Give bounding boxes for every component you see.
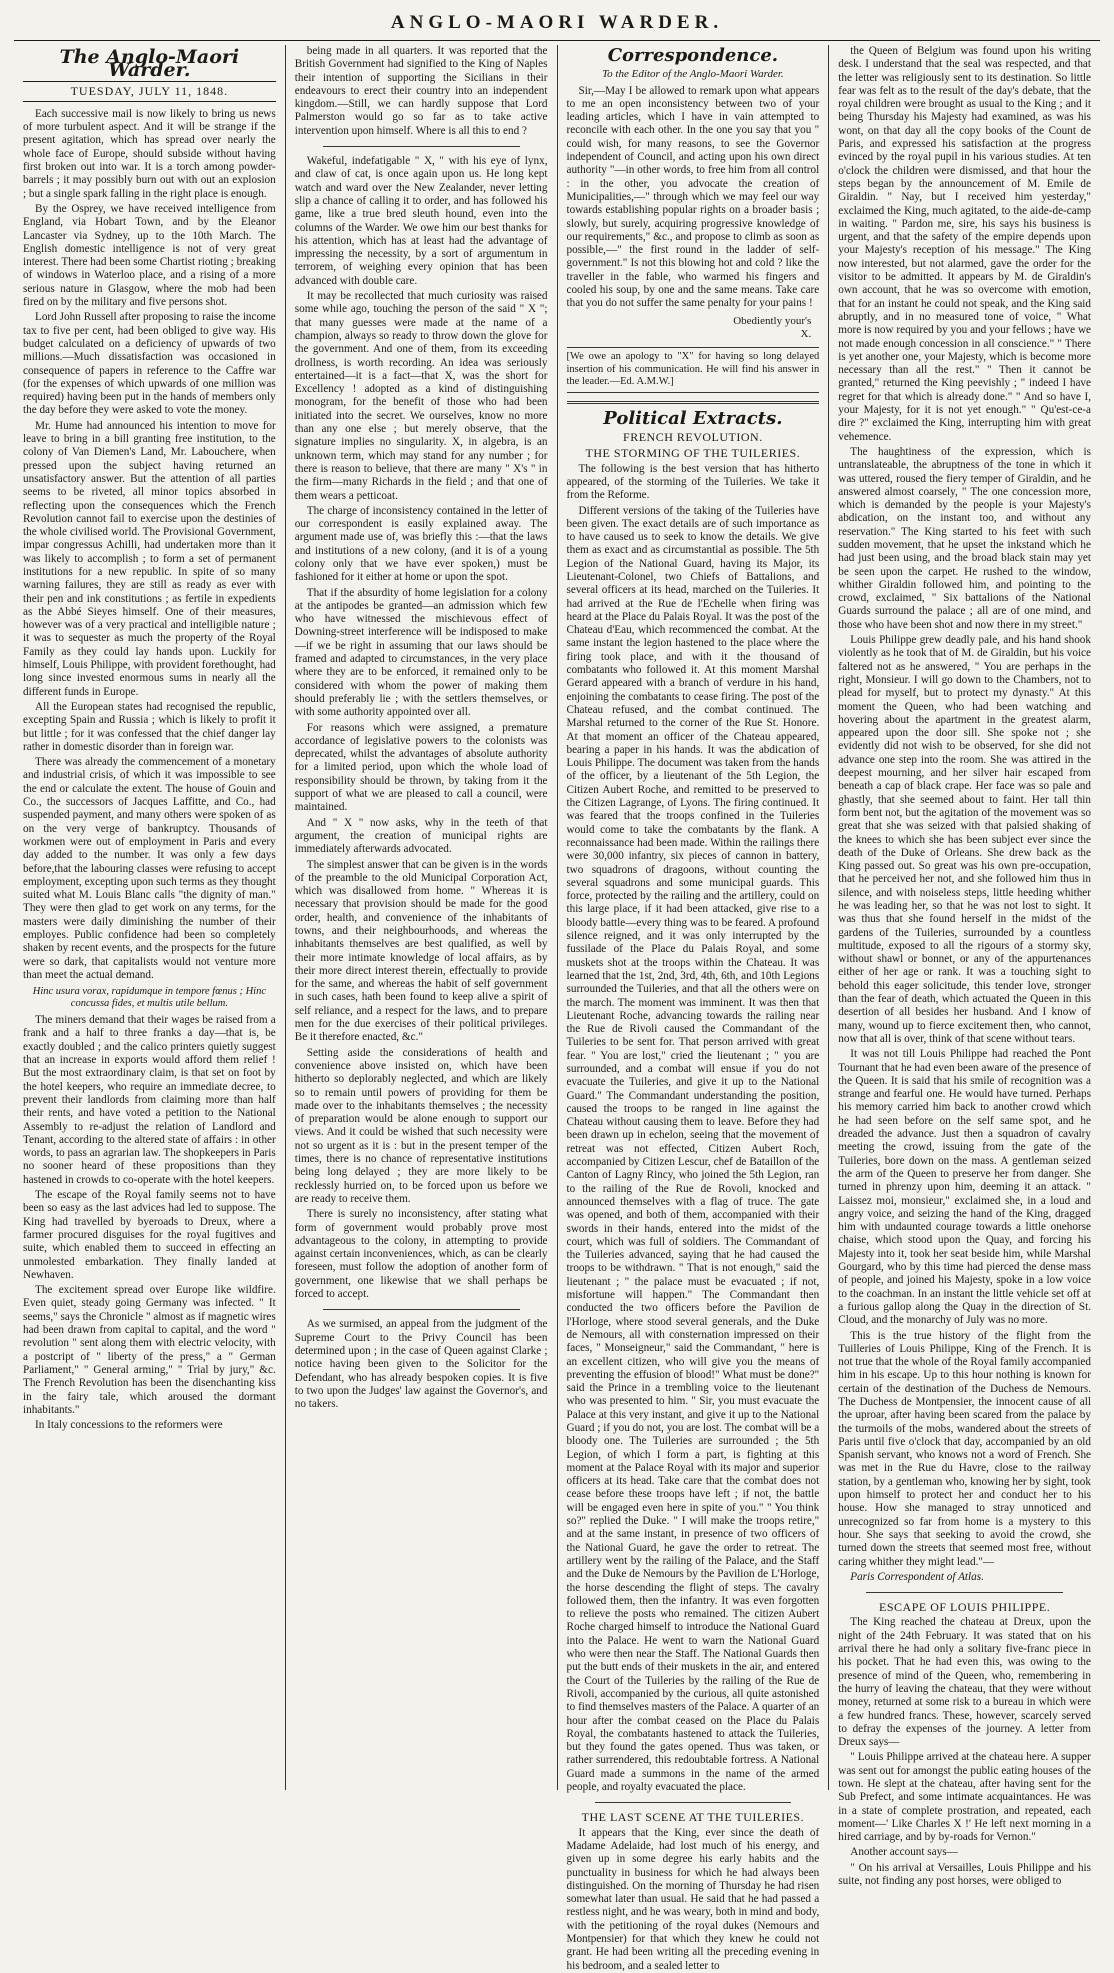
paragraph: It may be recollected that much curiosity was raised some while ago, touching the person of the said " X "; that many guesses were made at the name of a champion, always so ready to throw down the glove for the government. And one of them, from its exceeding drollness, is worth recording. An idea was seriously entertained—it is a fact—that X, was the short for Excellency ! adopted as a kind of distinguishing monogram, for the benefit of those who had been initiated into the secret. We ourselves, know no more than any one else ; but merely observe, that the signature implies no singularity. X, in algebra, is an unknown term, which may stand for any number ; for there is reason to believe, that there are many " X's " in the firm—many Richards in the field ; and that one of them wears a petticoat. [294, 290, 548, 502]
paragraph: There is surely no inconsistency, after stating what form of government would probably prove most advantageous to the colony, in attempting to provide against certain inconveniences, which, as can be clearly foreseen, must follow the adoption of another form of government, one likewise that we shall perhaps be forced to accept. [294, 1208, 548, 1301]
paragraph: The haughtiness of the expression, which is untranslateable, the abruptness of the tone in which it was uttered, roused the fiery temper of Giraldin, and he answered almost coarsely, " The one concession more, which is demanded by the people is your Majesty's abdication, on the instant too, and without any reservation." The King started to his feet with such sudden movement, that he upset the inkstand which he had just been using, and the broad black stain may yet be seen upon the carpet. He rushed to the window, whither Giraldin followed him, and pointing to the crowd, exclaimed, " Six battalions of the National Guards surround the palace ; all are of one mind, and those who have been shot and now there in my street." [838, 445, 1091, 631]
paragraph: Lord John Russell after proposing to raise the income tax to five per cent, had been obliged to give way. His budget calculated on a deficiency of upwards of two millions.—Much dissatisfaction was occasioned in consequence of papers in reference to the Caffre war (for the expenses of which upwards of one million was required) having been put in the hands of members only the day before they were asked to vote the money. [23, 311, 276, 417]
paragraph: It was not till Louis Philippe had reached the Pont Tournant that he had even been aware of the presence of the Queen. It is said that his smile of recognition was a strange and fearful one. He would have turned. Perhaps his memory carried him back to another crowd which he had seen before on the self same spot, and he dreaded the advance. Just then a squadron of cavalry meeting the crowd, issuing from the gate of the Tuileries, bore down on the mass. A gentleman seized the arm of the Queen to preserve her from danger. She turned in phrenzy upon him, deeming it an attack. " Laissez moi, monsieur," exclaimed she, in a loud and angry voice, and seizing the hand of the King, dragged him with undaunted courage towards a little onehorse chaise, which stood upon the Quay, and forcing his Majesty into it, took her seat beside him, while Marshal Gourgard, who by this time had pierced the dense mass of people, and joined his Majesty, spoke in a low voice to the coachman. In an instant the little vehicle set off at a furious gallop along the Quay in the direction of St. Cloud, and the monarchy of July was no more. [838, 1048, 1091, 1327]
paragraph: For reasons which were assigned, a premature accordance of legislative powers to the colonists was deprecated, whilst the advantages of absolute authority for a limited period, upon which the whole load of responsibility should be thrown, by taking from it the support of what we are pleased to call a council, were maintained. [294, 721, 548, 814]
paragraph: That if the absurdity of home legislation for a colony at the antipodes be granted—an admission which few who have witnessed the mischievous effect of Downing-street interference will be indisposed to make—if we be right in assuming that our laws should be framed and adapted to circumstances, in the very place where they are to be enforced, it remained only to be considered with whom the power of making them should preferably lie ; with the settlers themselves, or with some authority appointed over all. [294, 586, 548, 719]
paper-title: The Anglo-Maori Warder. [59, 46, 240, 82]
letter-body: Sir,—May I be allowed to remark upon what appears to me an open inconsistency between two of your leading articles, which I have in vain attempted to reconcile with each other. In the one you say that you " could wish, for many reasons, to see the Governor independent of Council, and acting upon his own direct authority "—in other words, to free him from all control : in the other, you advocate the creation of Municipalities,—" through which we may feel our way towards establishing popular rights on a broader basis ; slowly, but surely, acquiring progressive knowledge of our requirements," &c., and propose to climb as soon as possible,—" the first round in the ladder of self-government." Is not this blowing hot and cold ? like the traveller in the fable, who warmed his fingers and cooled his soup, by one and the same means. Take care that you do not suffer the same penalty for your pains ! [566, 84, 820, 310]
paragraph: Mr. Hume had announced his intention to move for leave to bring in a bill granting free institution, to the colony of Van Diemen's Land, Mr. Labouchere, when pressed upon the subject having returned an unsatisfactory answer. But the attention of all parties seems to be riveted, all minor topics absorbed in reflecting upon the consequences which the French Revolution cannot fail to exercise upon the destinies of the whole civilised world. The Provisional Government, impar congressus Achilli, had undertaken more than it was likely to accomplish ; to form a set of permanent institutions for a new republic. In spite of so many warning failures, they are still as ready as ever with their pen and ink constitutions ; as fertile in expedients as the Abbé Sieyes himself. One of their measures, however was of a very practical and intelligible nature ; it was to sequester as much the property of the Royal Family as they could lay hands upon. Luckily for himself, Louis Philippe, with provident forethought, had long since invested enormous sums in nearly all the different funds in Europe. [23, 419, 276, 698]
column-3 [557, 45, 829, 1972]
byline: Paris Correspondent of Atlas. [850, 1570, 984, 1583]
paragraph: The excitement spread over Europe like wildfire. Even quiet, steady going Germany was infected. " It seems," says the Chronicle " almost as if magnetic wires had been drawn from capital to capital, and the word " revolution " sent along them with electric velocity, with a postcript of " liberty of the press," a " German Parliament," " General arming," " Trial by jury," &c. The French Revolution has been the disenchanting kiss in the fairy tale, which aroused the dormant inhabitants." [23, 1284, 276, 1416]
paragraph: Wakeful, indefatigable " X, " with his eye of lynx, and claw of cat, is once again upon us. He long kept watch and ward over the New Zealander, never letting slip a chance of calling it to order, and has followed his game, like a true bred sleuth hound, even into the columns of the Warder. We owe him our best thanks for his attention, which has at least had the advantage of impressing the necessity, by a sort of argumentum in terrorem, of weighing every opinion that has been advanced with double care. [294, 155, 548, 287]
correspondence-heading: Correspondence. [607, 45, 779, 66]
editor-note: [We owe an apology to "X" for having so long delayed insertion of his communication. He will find his answer in the leader.—Ed. A.M.W.] [567, 347, 820, 393]
paragraph: As we surmised, an appeal from the judgment of the Supreme Court to the Privy Council has been determined upon ; in the case of Queen against Clarke ; notice having been given to the Solicitor for the Defendant, who has already bespoken copies. It is five to two upon the Judges' law against the Governor's, and no takers. [294, 1318, 548, 1411]
paragraph: All the European states had recognised the republic, excepting Spain and Russia ; which is likely to profit it but little ; for it was confessed that the chief danger lay rather in domestic disorder than in foreign war. [23, 700, 276, 753]
latin-quote: Hinc usura vorax, rapidumque in tempore fœnus ; Hinc concussa fides, et multis utile bellum. [32, 986, 266, 1010]
paragraph: The simplest answer that can be given is in the words of the preamble to the old Municipal Corporation Act, which was disallowed from home. " Whereas it is necessary that provision should be made for the good order, health, and convenience of the inhabitants of towns, and their neighbourhoods, and whereas the inhabitants themselves are best qualified, as well by their more intimate knowledge of local affairs, as by their more direct interest therein, effectually to provide for the same, and whereas the habit of self government in such cases, hath been found to keep alive a spirit of self reliance, and a respect for the laws, and to prepare men for the due exercises of their political privileges. Be it therefore enacted, &c." [294, 858, 548, 1044]
paragraph: In Italy concessions to the reformers were [35, 1419, 223, 1432]
paragraph: being made in all quarters. It was reported that the British Government had signified to the King of Naples their intention of supporting the Sicilians in their endeavours to erect their country into an independent kingdom.—Still, we can hardly suppose that Lord Palmerston would go so far as to take active intervention upon himself. Where is all this to end ? [294, 45, 548, 137]
column-4 [828, 45, 1100, 1888]
signoff-line: Obediently your's [733, 314, 812, 327]
paragraph: The King reached the chateau at Dreux, upon the night of the 24th February. It was stated that on his arrival there he had only a solitary five-franc piece in his pocket. That he had even this, was owing to the presence of mind of the Queen, who, remembering in the hurry of leaving the chateau, that they were without money, returned at some risk to a bureau in which were a few hundred francs. These, however, scarcely served to defray the expenses of the journey. A letter from Dreux says— [838, 1616, 1091, 1749]
masthead: ANGLO-MAORI WARDER. [14, 6, 1100, 41]
political-extracts-heading: Political Extracts. [603, 407, 783, 429]
article-heading: THE LAST SCENE AT THE TUILERIES. [581, 1810, 805, 1825]
signoff-initial: X. [800, 327, 812, 340]
paragraph: Different versions of the taking of the Tuileries have been given. The exact details are of such importance as to have caused us to seek to know the details. We give them as exact and as circumstantial as possible. The 5th Legion of the National Guard, having its Major, its Lieutenant-Colonel, two Chiefs of Battalions, and several officers at its head, marched on the Tuileries. It had arrived at the Rue de l'Echelle when firing was heard at the Place du Palais Royal. It was the post of the Chateau d'Eau, which recommenced the combat. At the same instant the legion hastened to the place where the firing took place, and with it the thousand of combatants who followed it. At this moment Marshal Gerard appeared with a branch of verdure in his hand, enjoining the combatants to cease firing. The post of the Chateau refused, and the combat continued. The Marshal returned to the corner of the Rue St. Honore. At that moment an officer of the Chateau appeared, bearing a paper in his hands. It was the abdication of Louis Philippe. The document was taken from the hands of the officer, by a lieutenant of the 5th Legion, the Citizen Aubert Roche, and remitted to be preserved to the Citizen Lagrange, of Lyons. The firing continued. It was feared that the troops confined in the Tuileries would come to take the combatants by the flank. A reconnaissance had been made. Within the railings there were 30,000 infantry, six pieces of cannon in battery, two squadrons of dragoons, without counting the several squadrons and some municipal guards. This force, protected by the railing and the artillery, could on this large place, if it had been attacked, give rise to a bloody battle—every thing was to be feared. A profound silence reigned, and it was only interrupted by the fussilade of the Place du Palais Royal, and some muskets shot at the troops within the Chateau. It was learned that the 1st, 2nd, 3rd, 4th, 6th, and 10th Legions surrounded the Tuileries, and that all the others were on the march. The moment was imminent. It was then that Lieutenant Roche, advancing towards the railing near the Rue de Rivoli caused the Commandant of the Tuileries to be sent for. That person arrived with great fear. " You are lost," cried the lieutenant ; " you are surrounded, and a combat will ensue if you do not evacuate the Tuileries, and give it up to the National Guard." The Commandant understanding the position, caused the troops to be ranged in line against the Chateau without causing them to leave. Before they had been drawn up in echelon, seeing that the movement of retreat was not effected, Citizen Aubert Roch, accompanied by Citizen Lescur, chef de Bataillon of the Canton of Lagny Rincy, who joined the 5th Legion, ran to the railing of the Rue de Rovoli, knocked and announced themselves with a flag of truce. The gate was opened, and both of them, accompanied with their swords in their hands, entered into the midst of the court, which was full of soldiers. The Commandant of the Tuileries advanced, saying that he had caused the troops to be withdrawn. " That is not enough," said the lieutenant ; " the palace must be evacuated ; if not, misfortune will happen." The Commandant then conducted the two officers before the Pavilion de l'Horloge, where stood several generals, and the Duke de Nemours, all with consternation impressed on their faces, " Monseigneur," said the Commandant, " here is an excellent citizen, who will give you the means of preventing the effusion of blood!" What must be done?" said the Prince in a trembling voice to the lieutenant who was presented to him. " Sir, you must evacuate the Palace at this very instant, and give it up to the National Guard ; if you do not, you are lost. The combat will be a bloody one. The Tuileries are surrounded ; the 5th Legion, of which I form a part, is fighting at this moment at the Palace Royal with its major and superior officers at its head. Take care that the combat does not cease before these troops have left ; if not, the battle will be engaged even here in spite of you." " You think so?" replied the Duke. " I will make the troops retire," and at the same instant, in presence of two officers of the National Guard, he gave the order to retreat. The artillery went by the railing of the Palace, and the Staff and the Duke de Nemours by the Pavilion de L'Horloge, the horse descending the flight of steps. The cavalry followed them, then the infantry. It was even forgotten to relieve the posts who remained. The citizen Aubert Roche charged himself to introduce the National Guard into the Palace. He went to warn the National Guard who were then near the Staff. The National Guards then put the butt ends of their muskets in the air, and entered the Court of the Tuileries by the railing of the Rue de Rivoli, accompanied by the curious, all quite astonished to find themselves masters of the Palace. A quarter of an hour after the combat ceased on the Place du Palais Royal, the combatants hastened to attack the Tuileries, but they found the gates opened. Thus was taken, or rather surrendered, this redoubtable fortress. A National Guard made a summons in the name of the armed people, and royalty evacuated the place. [566, 504, 820, 1794]
divider [595, 1802, 792, 1803]
paragraph: Setting aside the considerations of health and convenience above insisted on, which have been hitherto so deplorably neglected, and which are likely so to remain until powers of providing for them be made over to the inhabitants themselves ; the necessity of preparation would be alone enough to support our views. And it could be wished that such necessity were not so urgent as it is : but in the present temper of the times, there is no chance of representative institutions being long delayed ; they are more likely to be recklessly hurried on, to be forced upon us before we are ready to receive them. [294, 1046, 548, 1205]
article-heading: ESCAPE OF LOUIS PHILIPPE. [879, 1600, 1051, 1615]
paragraph: There was already the commencement of a monetary and industrial crisis, of which it was impossible to see the end or calculate the extent. The house of Gouin and Co., the successors of Jacques Laffitte, and Co., had suspended payment, and many others were spoken of as on the very verge of bankruptcy. Thousands of workmen were out of employment in Paris and every day added to the number. It was only a few days before,that the labouring classes were refusing to accept employment, excepting upon such terms as they thought suited what M. Louis Blanc calls "the dignity of man." They were then glad to get work on any terms, for the masters were daily diminishing the number of their employes. Public confidence had been so completely shaken by recent events, and the prospects for the future were so dark, that capitalists would not venture more than meet the actual demand. [23, 756, 276, 981]
article-heading: FRENCH REVOLUTION. [623, 430, 763, 445]
paragraph: Another account says— [850, 1846, 958, 1859]
divider [866, 1592, 1063, 1593]
paragraph: And " X " now asks, why in the teeth of that argument, the creation of municipal rights are immediately afterwards advocated. [294, 816, 548, 856]
paragraph: The escape of the Royal family seems not to have been so easy as the last advices had led to suppose. The King had travelled by byeroads to Dreux, where a farmer procured disguises for the royal fugitives and suite, which enabled them to succeed in effecting an unmolested embarkation. They finally landed at Newhaven. [23, 1189, 276, 1281]
dateline: TUESDAY, JULY 11, 1848. [23, 81, 276, 102]
article-subheading: THE STORMING OF THE TUILERIES. [585, 446, 801, 461]
paragraph: By the Osprey, we have received intelligence from England, via Hobart Town, and by the Eleanor Lancaster via Sydney, up to the 10th March. The English domestic intelligence is not of very great interest. There had been some Chartist rioting ; breaking of windows in Waterloo place, and a rising of a more serious nature in Glasgow, where the mob had been fired on by the military and five persons shot. [23, 202, 276, 309]
divider [323, 1309, 520, 1310]
paragraph: The following is the best version that has hitherto appeared, of the storming of the Tuileries. We take it from the Reforme. [566, 462, 820, 502]
divider [567, 401, 820, 404]
paragraph: Louis Philippe grew deadly pale, and his hand shook violently as he took that of M. de Giraldin, but his voice faltered not as he answered, " You are perhaps in the right, Monsieur. I will go down to the Chambers, not to plead for myself, but to protect my dynasty." At this moment the Queen, who had been watching and hovering about the apartment in the greatest alarm, appeared upon the door sill. She spoke not ; she evidently did not wish to be observed, for she did not advance one step into the room. She was attired in the deepest mourning, and her silver hair escaped from beneath a cap of black crape. Her face was so pale and ghastly, that she seemed about to faint. Her tall thin form bent not, but the agitation of the movement was so great that she was seized with that palsied shaking of the knees to which she has been subject ever since the death of the Duke of Orleans. She drew back as the King passed out. So great was his own pre-occupation, that he perceived her not, and she followed him thus in silence, and with noiseless steps, little heeding whither he was leading her, so that he was not lost to sight. It was thus that she found herself in the midst of the gardens of the Tuileries, surrounded by a countless multitude, exposed to all the rigours of a stormy sky, without shawl or bonnet, or any of the appurtenances either of her age or rank. It was a touching sight to behold this eager solicitude, this tender love, stronger than the fear of death, which actuated the Queen in this desertion of all besides her husband. And I know of many, wound up to fierce excitement then, who cannot, now that all is over, think of that scene without tears. [838, 634, 1091, 1045]
paragraph: The miners demand that their wages be raised from a frank and a half to three franks a day—that is, be exactly doubled ; and the calico printers quietly suggest that an increase in exports would afford them relief ! But the most extraordinary claim, is that set on foot by the hotel keepers, who require an immediate decree, to prevent their landlords from claiming more than half their rents, and have voted a petition to the National Assembly to re-adjust the relation of Landlord and Tenant, according to the altered state of affairs : in other words, to pass an agrarian law. The shopkeepers in Paris no sooner heard of these propositions than they hastened in crowds to co-operate with the hotel keepers. [23, 1014, 276, 1186]
columns [14, 45, 1100, 1972]
paragraph: Each successive mail is now likely to bring us news of more turbulent aspect. And it will be strange if the present agitation, which has spread over nearly the whole face of Europe, should subside without having first broken out into war. It is a torch among powder-barrels ; it may possibly burn out with out an explosion ; but a single spark falling in the right place is enough. [23, 107, 276, 200]
paragraph: It appears that the King, ever since the death of Madame Adelaide, had lost much of his energy, and given up in some degree his early habits and the punctuality in business for which he had always been distinguished. On the morning of Thursday he had risen somewhat later than usual. He said that he had passed a restless night, and he was weary, both in mind and body, with the petitioning of the royal dukes (Nemours and Montpensier) for that which they knew he could not grant. He had been writing all the preceding evening in his bedroom, and a sealed letter to [566, 1826, 820, 1972]
column-1 [14, 45, 285, 1790]
paragraph: The charge of inconsistency contained in the letter of our correspondent is easily explained away. The argument made use of, was briefly this :—that the laws and institutions of a new colony, (and it is of a young colony only that we have ever spoken,) must be fashioned for it either at home or upon the spot. [294, 504, 548, 584]
paragraph: " On his arrival at Versailles, Louis Philippe and his suite, not finding any post horses, were obliged to [838, 1861, 1091, 1888]
paragraph: " Louis Philippe arrived at the chateau here. A supper was sent out for amongst the public eating houses of the town. He slept at the chateau, after having sent for the Sub Prefect, and some intimate acquaintances. He was in a state of complete prostration, and repeated, each moment—' Like Charles X !' He left next morning in a hired carriage, and by by-roads for Vernon." [838, 1751, 1091, 1844]
divider [323, 146, 520, 147]
paragraph: the Queen of Belgium was found upon his writing desk. I understand that the seal was respected, and that the letter was religiously sent to its destination. So little fear was felt as to the result of the day's debate, that the royal children were brought as usual to the King ; and it being Thursday his Majesty had examined, as was his wont, on that day all the copy books of the Count de Paris, and expressed his satisfaction at the progress evinced by the royal pupil in his various studies. At ten o'clock the children were dismissed, and that hour the steps began by the announcement of M. Emile de Giraldin. " Nay, but I received him yesterday," exclaimed the King, much agitated, to the aide-de-camp in waiting. " Pardon me, sire, his says his business is urgent, and that the safety of the empire depends upon your Majesty's reception of his message." The King now interested, but not alarmed, gave the order for the visitor to be admitted. It appears by M. de Giraldin's own account, that he was so overcome with emotion, that for an instant he could not speak, and the King said abruptly, and in no measured tone of voice, " What more is now required by you and your fellows ; have we not made enough concession in all conscience." " There is yet another one, your Majesty, which is become more necessary than all the rest." " Then it cannot be granted," returned the King peevishly ; " indeed I have regret for that which is already done." " And so have I, your Majesty, for it is not yet enough." " Qu'est-ce-a dire ?" exclaimed the King, interrupting him with great vehemence. [838, 45, 1091, 443]
letter-salutation: To the Editor of the Anglo-Maori Warder. [602, 68, 784, 81]
letter-signoff [567, 315, 812, 342]
paragraph: This is the true history of the flight from the Tuilleries of Louis Philippe, King of the French. It is not true that the whole of the Royal family accompanied him in his escape. Up to this hour nothing is known for certain of the destination of the Duchess de Nemours. The Duchess de Montpensier, the innocent cause of all the uproar, after having been scared from the palace by the turmoils of the mobs, wandered about the streets of Paris until five o'clock that day, accompanied by an old Spanish servant, who knows not a word of French. She was met in the Rue du Havre, close to the railway station, by a gentleman who, knowing her by sight, took upon himself to protect her and conduct her to his house. How she managed to stray unnoticed and unrecognized so far from home is a mystery to this hour. She says that seeking to avoid the crowd, she turned down the streets that seemed most free, without caring whither they might lead."— [838, 1329, 1091, 1568]
column-2 [285, 45, 557, 1790]
